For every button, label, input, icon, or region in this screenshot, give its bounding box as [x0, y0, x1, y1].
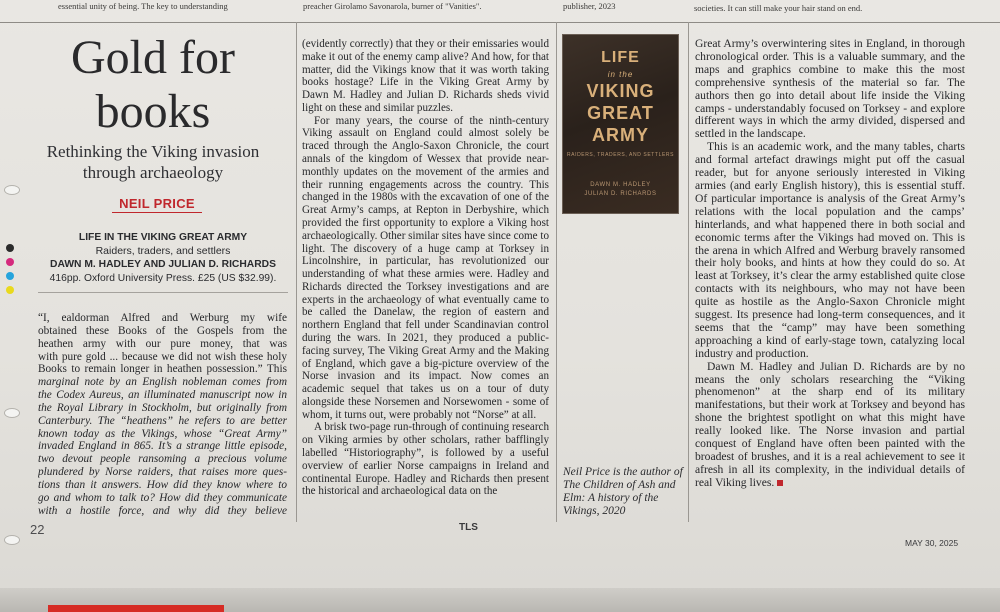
author-byline: NEIL PRICE [119, 196, 195, 211]
column-rule [296, 22, 297, 522]
byline-underline [112, 212, 202, 213]
punch-hole [4, 408, 20, 418]
author-bio-caption: Neil Price is the author of The Children of Ash and Elm: A history of the Vikings, 2020 [563, 466, 683, 517]
col1-line: invaded England in 865. It’s a strange little episode, [38, 440, 287, 453]
col1-line: obtained these Books of the Gospels from the [38, 324, 287, 337]
registration-dot [6, 286, 14, 294]
registration-dot [6, 244, 14, 252]
headline: Gold for books [71, 31, 235, 138]
col1-line: heathen army with our pure money, that was [38, 337, 287, 350]
col1-line: two devout people ransoming a precious volume [38, 453, 287, 466]
book-authors: DAWN M. HADLEY AND JULIAN D. RICHARDS [50, 259, 276, 270]
col2-paragraph: For many years, the course of the ninth-century Viking assault on England could almost solely be traced through the Anglo-Saxon Chronicle, the court annals of the kingdom of Wessex that provide near-monthly updates on the movement of the armies and their running engagements across the country. This changed in the 1980s with the excavation of one of the Great Army’s camps, at Repton in Derbyshire, which provided the first opportunity to explore a Viking host archaeologically. Other similar sites have since come to light. The discovery of a huge camp at Torksey in Lincolnshire, in particular, has revolutionized our understanding of what these armies were. Hadley and Richards directed the Torksey investigations and are experts in the archaeology of what eventually came to be called the Danelaw, the region of eastern and northern England that fell under Scandinavian control during the wars. In 2021, they produced a public-facing survey, The Viking Great Army and the Making of England, which gave a big-picture overview of the Norse invasion and its impact. Now comes an academic sequel that takes us on a tour of duty alongside these Norsemen and Norsewomen - some of whom, it turns out, were probably not “Norse” at all. [302, 114, 549, 421]
column-rule [556, 22, 557, 522]
col2-paragraph: (evidently correctly) that they or their emissaries would make it out of the enemy camp alive? And how, for that matter, did the Vikings know that it was worth taking books hostage? Life in the Viking Great Army by Dawn M. Hadley and Julian D. Richards sheds vivid light on these and similar puzzles. [302, 38, 549, 114]
page-number: 22 [30, 522, 45, 537]
col1-line: with pure gold ... because we did not wish these holy [38, 350, 287, 363]
col1-line: Canterbury. The “heathens” he refers to are better [38, 414, 287, 427]
article-column-3 [695, 38, 965, 490]
book-title: LIFE IN THE VIKING GREAT ARMY [78, 232, 248, 243]
article-column-1 [38, 312, 287, 518]
tls-logo: TLS [459, 522, 478, 533]
book-cover-image: LIFE in the VIKING GREAT ARMY RAIDERS, TRADERS, AND SETTLERS DAWN M. HADLEY JULIAN D. RICHARDS [563, 35, 678, 213]
col1-line: tions than it answers. How did they know where to [38, 478, 287, 491]
col1-line: Books to remain longer in heathen possession.” This [38, 363, 287, 376]
previous-article-strip [0, 0, 1000, 23]
punch-hole [4, 185, 20, 195]
topline-col2: preacher Girolamo Savonarola, burner of "Vanities". [303, 1, 482, 11]
col1-line: with a hostile force, and why did they believe [38, 504, 287, 517]
col1-line: known today as the Vikings, whose “Great Army” [38, 427, 287, 440]
col3-paragraph: This is an academic work, and the many tables, charts and formal artefact drawings might put off the casual reader, but for anyone seriously interested in Viking armies (and early English history), this is essential stuff. Of particular importance is analysis of the Great Army’s relations with the local population and the camps’ hinterlands, and what happened there in both social and economic terms after the Vikings had moved on. This is the arena in which Alfred and Werburg bravely ransomed their holy books, and hints at how they could do so. At least at Torksey, it’s clear the army established quite close contacts with its neighbours, who may not have been quite as hostile as the Anglo-Saxon Chronicle might suggest. Its presence had long-term consequences, and it seems that the “camp” may have been something approaching a kind of early-stage town, catalyzing local industry and production. [695, 140, 965, 360]
topline-col4: societies. It can still make your hair stand on end. [694, 3, 863, 13]
registration-dot [6, 258, 14, 266]
red-edge-strip [48, 605, 224, 612]
topline-col1: essential unity of being. The key to understanding [58, 1, 228, 11]
col1-line: plundered by Norse raiders, that raises more ques- [38, 466, 287, 479]
col1-line: marginal note by an English nobleman comes from [38, 376, 287, 389]
book-details-rule [38, 292, 288, 293]
book-subtitle: Raiders, traders, and settlers [95, 245, 231, 257]
deck: Rethinking the Viking invasion through archaeology [46, 142, 260, 182]
col2-paragraph: A brisk two-page run-through of continuing research on Viking armies by other scholars, rather bafflingly labelled “Historiography”, is followed by a useful overview of earlier Norse campaigns in Ireland and continental Europe. Hadley and Richards then present the historical and archaeological data on the [302, 421, 549, 498]
col1-line: the Codex Aureus, an illuminated manuscript now in [38, 389, 287, 402]
col1-line: “I, ealdorman Alfred and Werburg my wife [38, 312, 287, 324]
end-of-article-mark [777, 480, 783, 486]
registration-dot [6, 272, 14, 280]
issue-date: MAY 30, 2025 [905, 538, 959, 548]
col1-line: go and whom to talk to? How did they communicate [38, 491, 287, 504]
column-rule [688, 22, 689, 522]
topline-col3: publisher, 2023 [563, 1, 616, 11]
book-publication: 416pp. Oxford University Press. £25 (US $32.99). [49, 273, 277, 284]
col3-paragraph: Great Army’s overwintering sites in England, in thorough chronological order. This is a valuable summary, and the maps and graphics combine to make this the most comprehensive synthesis of the material so far. The authors then go into detail about life inside the Viking camps - understandably focused on Torksey - and explore different ways in which the army divided, dispersed and settled in the landscape. [695, 37, 965, 141]
article-column-2 [302, 38, 549, 498]
col3-paragraph: Dawn M. Hadley and Julian D. Richards are by no means the only scholars researching the “Viking phenomenon” at the sharp end of its military manifestations, but their work at Torksey and beyond has shone the brightest spotlight on what this might have really looked like. The Norse invasion and partial conquest of England have often been painted with the broadest of brushes, and it is a real achievement to see it afresh in all its complexity, in the individual details of real Viking lives. [695, 359, 965, 489]
punch-hole [4, 535, 20, 545]
col1-line: the Royal Library in Stockholm, but originally from [38, 401, 287, 414]
